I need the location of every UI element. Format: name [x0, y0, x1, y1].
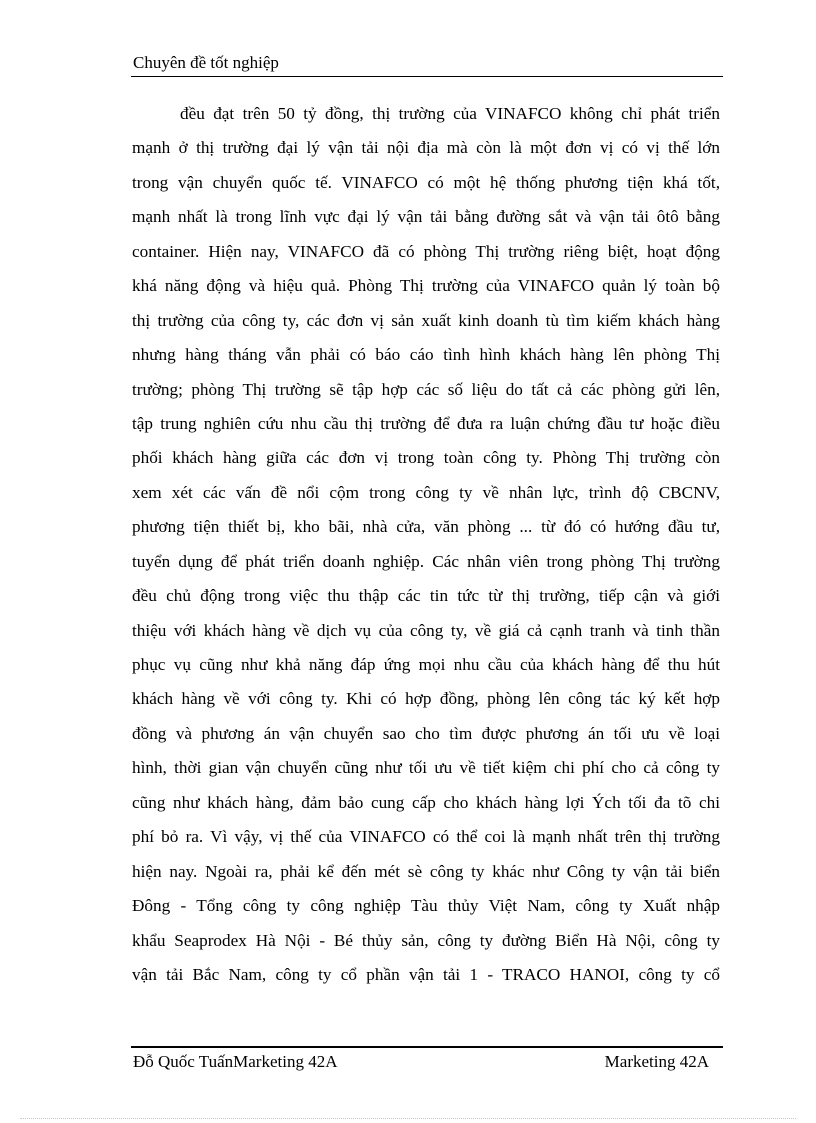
- body-line: mạnh nhất là trong lĩnh vực đại lý vận tải bằng đường sắt và vận tải ôtô bằng: [132, 207, 720, 227]
- page-footer: [131, 1046, 723, 1076]
- body-line: trường; phòng Thị trường sẽ tập hợp các số liệu do tất cả các phòng gửi lên,: [132, 379, 720, 399]
- body-line: thiệu với khách hàng về dịch vụ của công ty, về giá cả cạnh tranh và tinh thần: [132, 620, 720, 640]
- body-line: đều đạt trên 50 tỷ đồng, thị trường của VINAFCO không chỉ phát triển: [180, 104, 720, 123]
- body-line: thị trường của công ty, các đơn vị sản xuất kinh doanh tù tìm kiếm khách hàng: [132, 310, 720, 330]
- body-line: Đông - Tổng công ty công nghiệp Tàu thủy Việt Nam, công ty Xuất nhập: [132, 896, 720, 916]
- page-header: [131, 51, 723, 77]
- body-line: hiện nay. Ngoài ra, phải kể đến mét sè công ty khác như Công ty vận tải biển: [132, 861, 720, 881]
- body-line: mạnh ở thị trường đại lý vận tải nội địa mà còn là một đơn vị có vị thế lớn: [132, 138, 720, 158]
- body-line: cũng như khách hàng, đảm bảo cung cấp cho khách hàng lợi Ých tối đa tõ chi: [132, 792, 720, 812]
- body-line: phương tiện thiết bị, kho bãi, nhà cửa, văn phòng ... từ đó có hướng đầu tư,: [132, 517, 720, 537]
- body-line: phục vụ cũng như khả năng đáp ứng mọi nhu cầu của khách hàng để thu hút: [132, 655, 720, 674]
- body-line: khách hàng về với công ty. Khi có hợp đồng, phòng lên công tác ký kết hợp: [132, 689, 720, 709]
- body-line: khẩu Seaprodex Hà Nội - Bé thủy sản, công ty đường Biển Hà Nội, công ty: [132, 930, 720, 950]
- footer-class: Marketing 42A: [604, 1052, 709, 1071]
- body-line: đồng và phương án vận chuyển sao cho tìm được phương án tối ưu về loại: [132, 723, 720, 743]
- body-line: trong vận chuyển quốc tế. VINAFCO có một hệ thống phương tiện khá tốt,: [132, 172, 720, 192]
- header-title: Chuyên đề tốt nghiệp: [133, 53, 279, 72]
- footer-author: Đỗ Quốc TuấnMarketing 42A: [133, 1052, 338, 1071]
- body-line: phí bỏ ra. Vì vậy, vị thế của VINAFCO có thể coi là mạnh nhất trên thị trường: [132, 827, 720, 847]
- body-line: container. Hiện nay, VINAFCO đã có phòng Thị trường riêng biệt, hoạt động: [132, 241, 720, 261]
- body-line: xem xét các vấn đề nổi cộm trong công ty về nhân lực, trình độ CBCNV,: [132, 482, 720, 502]
- body-line: tuyển dụng để phát triển doanh nghiệp. Các nhân viên trong phòng Thị trường: [132, 551, 720, 571]
- body-line: khá năng động và hiệu quả. Phòng Thị trường của VINAFCO quản lý toàn bộ: [132, 276, 720, 296]
- header-rule: [131, 76, 723, 77]
- body-line: phối khách hàng giữa các đơn vị trong toàn công ty. Phòng Thị trường còn: [132, 448, 720, 468]
- body-line: vận tải Bắc Nam, công ty cổ phần vận tải 1 - TRACO HANOI, công ty cổ: [132, 964, 720, 984]
- body-line: nhưng hàng tháng vẫn phải có báo cáo tình hình khách hàng lên phòng Thị: [132, 345, 720, 365]
- body-line: tập trung nghiên cứu nhu cầu thị trường để đưa ra luận chứng đầu tư hoặc điều: [132, 413, 720, 433]
- footer-rule: [131, 1046, 723, 1048]
- body-line: hình, thời gian vận chuyển cũng như tối ưu về tiết kiệm chi phí cho cả công ty: [132, 758, 720, 778]
- body-paragraph: [132, 100, 720, 995]
- body-line: đều chủ động trong việc thu thập các tin tức từ thị trường, tiếp cận và giới: [132, 586, 720, 606]
- page-bottom-edge: [20, 1118, 796, 1119]
